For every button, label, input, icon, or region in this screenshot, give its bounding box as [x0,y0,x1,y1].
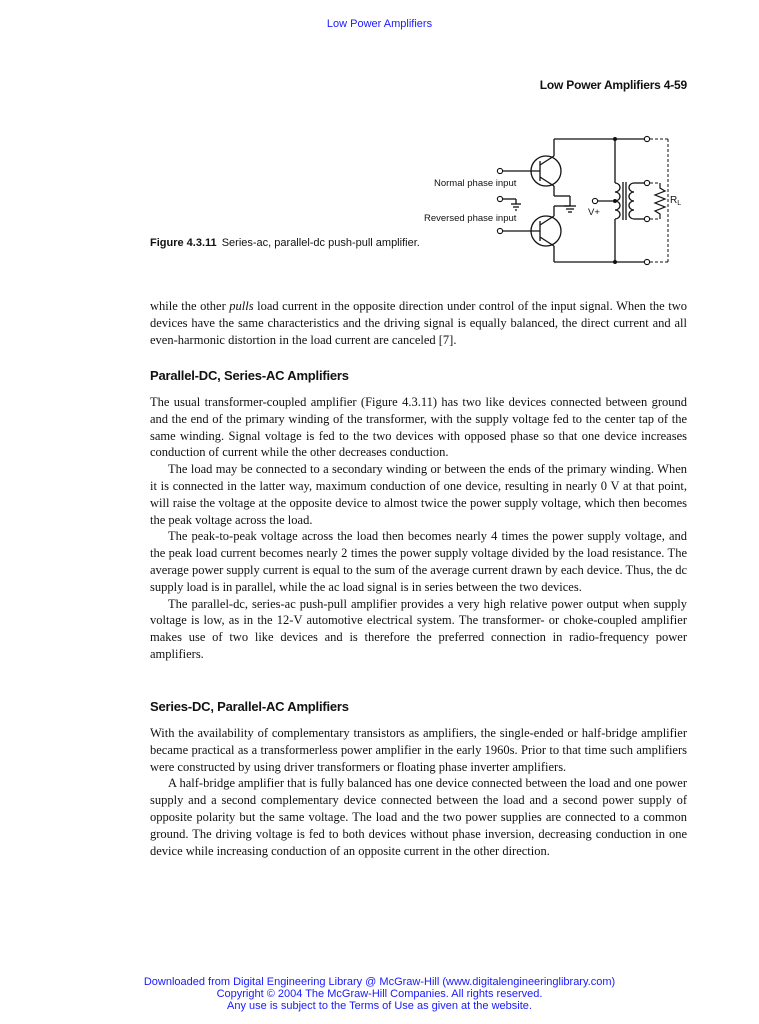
figure-caption [150,236,425,251]
load-resistor [655,183,665,219]
emphasis-pulls: pulls [229,299,254,313]
section1-body [150,394,687,663]
rl-label: $R_L$ [670,195,682,207]
circuit-diagram [420,130,680,270]
paragraph: A half-bridge amplifier that is fully balanced has one device connected between the load and one power supply and a second complementary device connected between the load and a second power supply of opposite polarity but the same voltage. The load and the two power supplies are connected to a common ground. The driving voltage is fed to both devices without phase inversion, decreasing conduction in one device while increasing conduction of an opposite current in the other direction. [150,776,687,858]
figure-number: Figure 4.3.11 [150,237,217,249]
footer-copyright: Copyright © 2004 The McGraw-Hill Companies. All rights reserved. [216,988,543,1000]
reversed-phase-label: Reversed phase input [424,213,517,224]
section2-body [150,725,687,859]
paragraph: With the availability of complementary transistors as amplifiers, the single-ended or half-bridge amplifier became practical as a transformerless power amplifier in the early 1960s. Prior to that time such amplifiers were constructed by using driver transformers or floating phase inverter amplifiers. [150,726,687,774]
normal-phase-label: Normal phase input [434,178,517,189]
section-heading-parallel-dc: Parallel-DC, Series-AC Amplifiers [150,368,349,383]
intro-paragraph: while the other pulls load current in the opposite direction under control of the input signal. When the two devices have the same characteristics and the driving signal is equally balanced, the direct current and all even-harmonic distortion in the load current are canceled [7]. [150,299,687,347]
paragraph: The usual transformer-coupled amplifier (Figure 4.3.11) has two like devices connected between ground and the end of the primary winding of the transformer, with the supply voltage fed to the center tap of the same winding. Signal voltage is fed to the two devices with opposed phase so that one device increases conduction of current while the other decreases conduction. [150,395,687,460]
footer-download-link[interactable]: Downloaded from Digital Engineering Library @ McGraw-Hill (www.digitalengineeringlibrary.com) [143,976,616,988]
paragraph: The load may be connected to a secondary winding or between the ends of the primary winding. When it is connected in the latter way, maximum conduction of one device, resulting in nearly 0 V at that point, will raise the voltage at the opposite device to almost twice the power supply voltage, which then becomes the peak voltage across the load. [150,462,687,527]
paragraph: The peak-to-peak voltage across the load then becomes nearly 4 times the power supply voltage, and the peak load current becomes nearly 2 times the power supply voltage divided by the load resistance. The average power supply current is equal to the sum of the average current drawn by each device. Thus, the dc supply load is in parallel, while the ac load signal is in series between the two devices. [150,529,687,594]
figure-caption-text: Series-ac, parallel-dc push-pull amplifier. [221,237,420,249]
section-heading-series-dc: Series-DC, Parallel-AC Amplifiers [150,699,349,714]
vplus-label: V+ [588,207,600,218]
footer [0,976,759,1012]
running-head: Low Power Amplifiers 4-59 [539,78,687,92]
top-link[interactable]: Low Power Amplifiers [326,18,433,30]
paragraph: The parallel-dc, series-ac push-pull amplifier provides a very high relative power output when supply voltage is low, as in the 12-V automotive electrical system. The transformer- or choke-coupled amplifier makes use of two like devices and is therefore the preferred connection in radio-frequency power amplifiers. [150,596,687,661]
footer-terms[interactable]: Any use is subject to the Terms of Use as given at the website. [227,1000,532,1012]
